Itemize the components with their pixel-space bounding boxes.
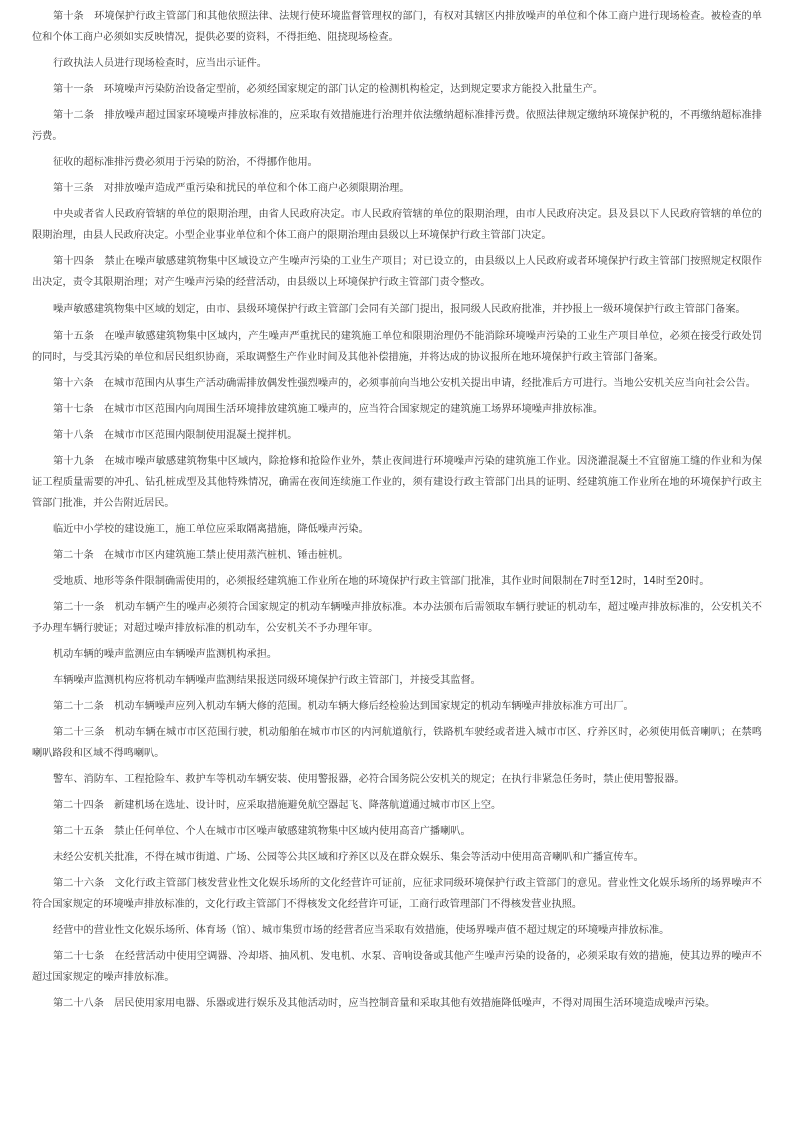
article-19-para-2: 临近中小学校的建设施工，施工单位应采取隔离措施，降低噪声污染。 [53, 524, 369, 535]
article-21-para-2: 机动车辆的噪声监测应由车辆噪声监测机构承担。 [53, 649, 278, 660]
article-13-para-2: 中央或者省人民政府管辖的单位的限期治理，由省人民政府决定。市人民政府管辖的单位的限期治理，由市人民政府决定。县及县以下人民政府管辖的单位的限期治理，由县人民政府决定。小型企业事业单位和个体工商户的限期治理由县级以上环境保护行政主管部门决定。 [32, 209, 762, 241]
article-10: 第十条 环境保护行政主管部门和其他依照法律、法规行使环境监督管理权的部门，有权对其辖区内排放噪声的单位和个体工商户进行现场检查。被检查的单位和个体工商户必须如实反映情况，提供必要的资料，不得拒绝、阻挠现场检查。 [32, 11, 762, 43]
article-23-para-2: 警车、消防车、工程抢险车、救护车等机动车辆安装、使用警报器，必符合国务院公安机关的规定；在执行非紧急任务时，禁止使用警报器。 [53, 774, 685, 785]
article-25-para-2: 未经公安机关批准，不得在城市街道、广场、公园等公共区域和疗养区以及在群众娱乐、集会等活动中使用高音喇叭和广播宣传车。 [53, 852, 644, 863]
article-19: 第十九条 在城市噪声敏感建筑物集中区域内，除抢修和抢险作业外，禁止夜间进行环境噪声污染的建筑施工作业。因浇灌混凝土不宜留施工缝的作业和为保证工程质量需要的冲孔、钻孔桩成型及其他特殊情况，确需在夜间连续施工作业的，须有建设行政主管部门出具的证明、经建筑施工作业所在地的环境保护行政主管部门批准，并公告附近居民。 [32, 456, 762, 509]
article-23: 第二十三条 机动车辆在城市市区范围行驶，机动船舶在城市市区的内河航道航行，铁路机车驶经或者进入城市市区、疗养区时，必须使用低音喇叭；在禁鸣喇叭路段和区域不得鸣喇叭。 [32, 727, 762, 759]
article-14-para-2: 噪声敏感建筑物集中区域的划定，由市、县级环境保护行政主管部门会同有关部门提出，报同级人民政府批准，并抄报上一级环境保护行政主管部门备案。 [53, 304, 746, 315]
article-14: 第十四条 禁止在噪声敏感建筑物集中区域设立产生噪声污染的工业生产项目；对已设立的，由县级以上人民政府或者环境保护行政主管部门按照规定权限作出决定，责令其限期治理；对产生噪声污染的经营活动，由县级以上环境保护行政主管部门责令整改。 [32, 256, 762, 288]
document-body [32, 0, 762, 1014]
article-16: 第十六条 在城市范围内从事生产活动确需排放偶发性强烈噪声的，必须事前向当地公安机关提出申请，经批准后方可进行。当地公安机关应当向社会公告。 [53, 378, 756, 389]
article-24: 第二十四条 新建机场在选址、设计时，应采取措施避免航空器起飞、降落航道通过城市市区上空。 [53, 800, 502, 811]
article-13: 第十三条 对排放噪声造成严重污染和扰民的单位和个体工商户必须限期治理。 [53, 183, 410, 194]
article-27: 第二十七条 在经营活动中使用空调器、冷却塔、抽风机、发电机、水泵、音响设备或其他产生噪声污染的设备的，必须采取有效的措施，使其边界的噪声不超过国家规定的噪声排放标准。 [32, 951, 762, 983]
article-26-para-2: 经营中的营业性文化娱乐场所、体育场（馆）、城市集贸市场的经营者应当采取有效措施，使场界噪声值不超过规定的环境噪声排放标准。 [53, 925, 670, 936]
article-10-para-2: 行政执法人员进行现场检查时，应当出示证件。 [53, 58, 267, 69]
article-12: 第十二条 排放噪声超过国家环境噪声排放标准的，应采取有效措施进行治理并依法缴纳超标准排污费。依照法律规定缴纳环境保护税的，不再缴纳超标准排污费。 [32, 110, 762, 142]
article-17: 第十七条 在城市市区范围内向周围生活环境排放建筑施工噪声的，应当符合国家规定的建筑施工场界环境噪声排放标准。 [53, 404, 604, 415]
article-12-para-2: 征收的超标准排污费必须用于污染的防治，不得挪作他用。 [53, 157, 318, 168]
article-21: 第二十一条 机动车辆产生的噪声必须符合国家规定的机动车辆噪声排放标准。本办法颁布后需领取车辆行驶证的机动车，超过噪声排放标准的，公安机关不予办理车辆行驶证；对超过噪声排放标准的机动车，公安机关不予办理年审。 [32, 602, 762, 634]
article-25: 第二十五条 禁止任何单位、个人在城市市区噪声敏感建筑物集中区域内使用高音广播喇叭。 [53, 826, 471, 837]
article-18: 第十八条 在城市市区范围内限制使用混凝土搅拌机。 [53, 430, 298, 441]
article-22: 第二十二条 机动车辆噪声应列入机动车辆大修的范围。机动车辆大修后经检验达到国家规定的机动车辆噪声排放标准方可出厂。 [53, 701, 634, 712]
article-26: 第二十六条 文化行政主管部门核发营业性文化娱乐场所的文化经营许可证前，应征求同级环境保护行政主管部门的意见。营业性文化娱乐场所的场界噪声不符合国家规定的环境噪声排放标准的，文化行政主管部门不得核发文化经营许可证，工商行政管理部门不得核发营业执照。 [32, 878, 762, 910]
article-28: 第二十八条 居民使用家用电器、乐器或进行娱乐及其他活动时，应当控制音量和采取其他有效措施降低噪声，不得对周围生活环境造成噪声污染。 [53, 998, 716, 1009]
article-15: 第十五条 在噪声敏感建筑物集中区域内，产生噪声严重扰民的建筑施工单位和限期治理仍不能消除环境噪声污染的工业生产项目单位，必须在接受行政处罚的同时，与受其污染的单位和居民组织协商，采取调整生产作业时间及其他补偿措施，并将达成的协议报所在地环境保护行政主管部门备案。 [32, 331, 762, 363]
article-20: 第二十条 在城市市区内建筑施工禁止使用蒸汽桩机、锤击桩机。 [53, 550, 349, 561]
article-11: 第十一条 环境噪声污染防治设备定型前，必须经国家规定的部门认定的检测机构检定，达到规定要求方能投入批量生产。 [53, 84, 604, 95]
article-21-para-3: 车辆噪声监测机构应将机动车辆噪声监测结果报送同级环境保护行政主管部门，并接受其监督。 [53, 675, 481, 686]
article-20-para-2: 受地质、地形等条件限制确需使用的，必须报经建筑施工作业所在地的环境保护行政主管部门批准，其作业时间限制在7时至12时，14时至20时。 [53, 576, 710, 587]
